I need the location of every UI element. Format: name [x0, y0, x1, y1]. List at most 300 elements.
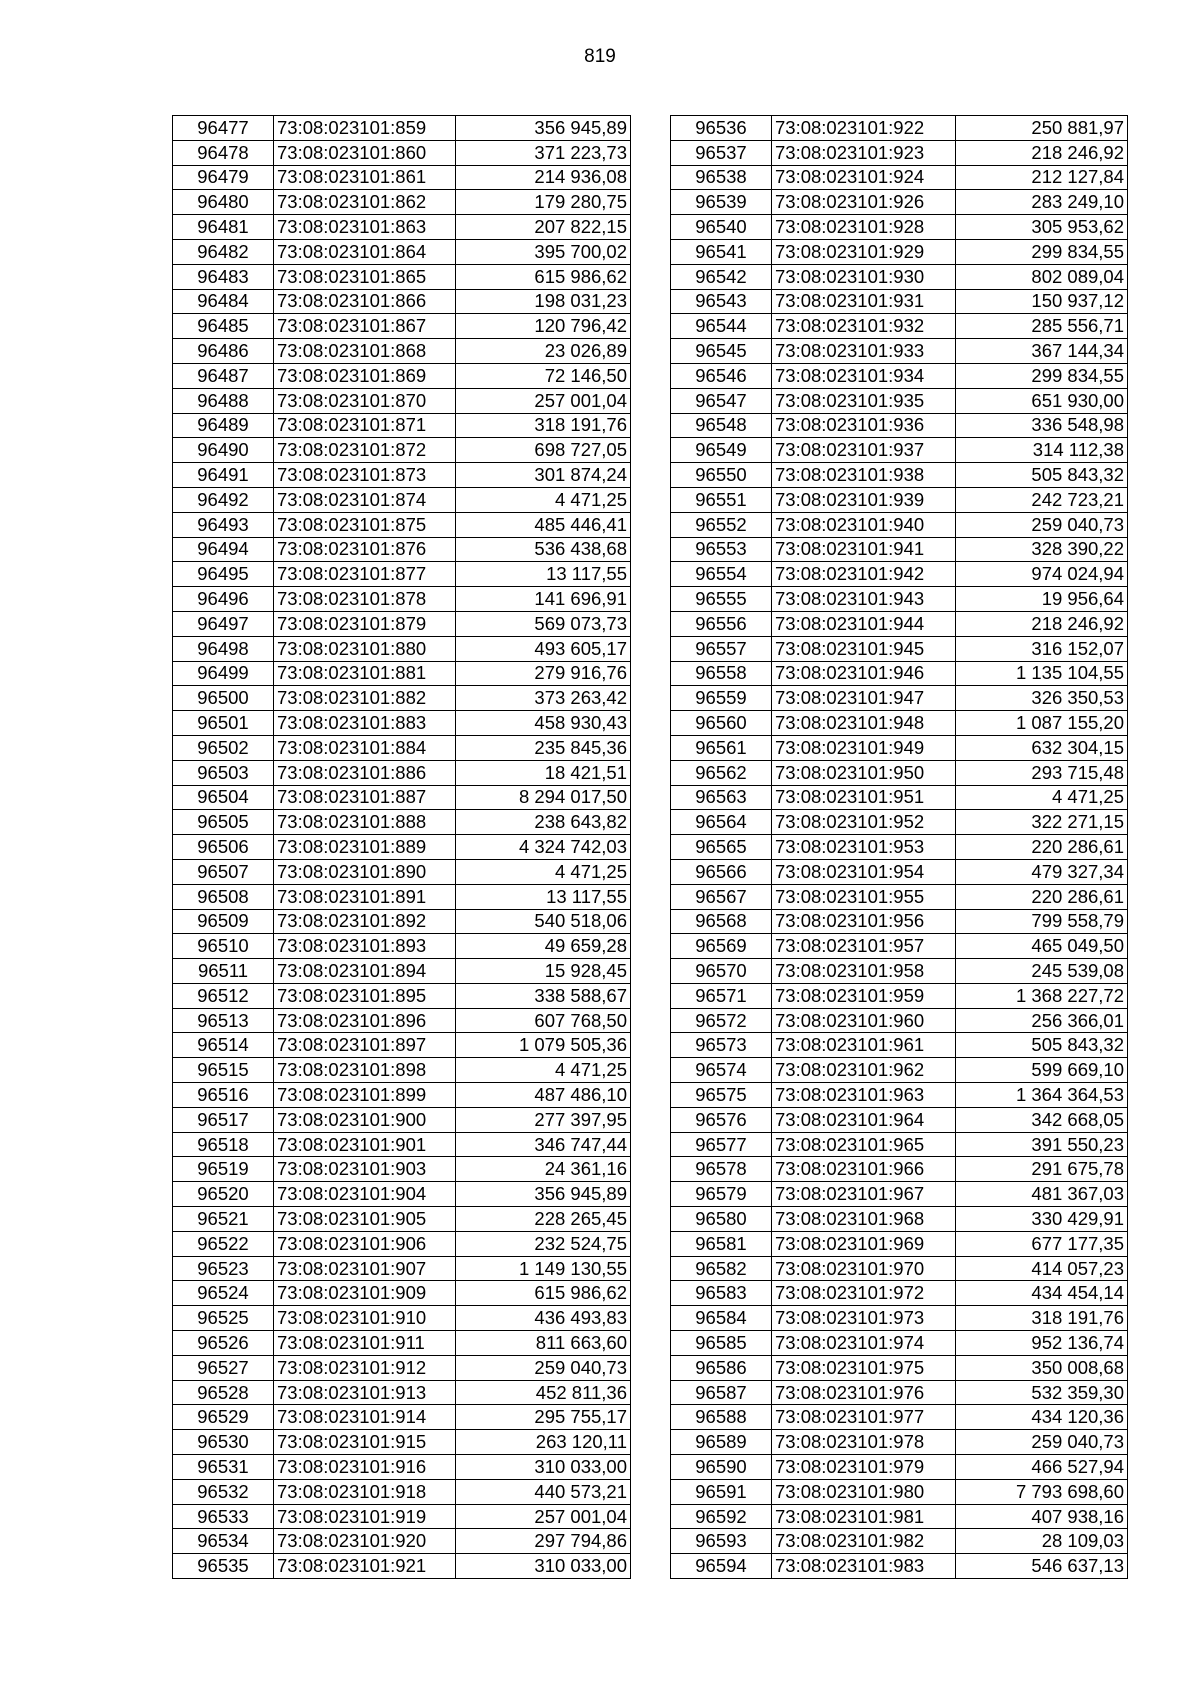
- cadastral-number-cell: 73:08:023101:866: [274, 289, 456, 314]
- value-cell: 291 675,78: [956, 1157, 1128, 1182]
- value-cell: 322 271,15: [956, 810, 1128, 835]
- cadastral-number-cell: 73:08:023101:980: [772, 1479, 956, 1504]
- value-cell: 1 368 227,72: [956, 983, 1128, 1008]
- record-number-cell: 96562: [671, 760, 772, 785]
- table-row: [671, 239, 1128, 264]
- record-number-cell: 96586: [671, 1355, 772, 1380]
- table-row: [671, 959, 1128, 984]
- record-number-cell: 96559: [671, 686, 772, 711]
- table-row: [671, 1132, 1128, 1157]
- record-number-cell: 96494: [173, 537, 274, 562]
- table-row: [173, 116, 631, 141]
- cadastral-number-cell: 73:08:023101:924: [772, 165, 956, 190]
- table-row: [671, 1430, 1128, 1455]
- value-cell: 18 421,51: [456, 760, 631, 785]
- value-cell: 1 087 155,20: [956, 711, 1128, 736]
- cadastral-number-cell: 73:08:023101:970: [772, 1256, 956, 1281]
- value-cell: 698 727,05: [456, 438, 631, 463]
- value-cell: 235 845,36: [456, 735, 631, 760]
- cadastral-number-cell: 73:08:023101:883: [274, 711, 456, 736]
- value-cell: 1 135 104,55: [956, 661, 1128, 686]
- table-row: [671, 215, 1128, 240]
- cadastral-number-cell: 73:08:023101:965: [772, 1132, 956, 1157]
- value-cell: 141 696,91: [456, 587, 631, 612]
- cadastral-number-cell: 73:08:023101:879: [274, 611, 456, 636]
- value-cell: 19 956,64: [956, 587, 1128, 612]
- record-number-cell: 96544: [671, 314, 772, 339]
- cadastral-number-cell: 73:08:023101:954: [772, 859, 956, 884]
- cadastral-number-cell: 73:08:023101:864: [274, 239, 456, 264]
- value-cell: 15 928,45: [456, 959, 631, 984]
- record-number-cell: 96514: [173, 1033, 274, 1058]
- table-row: [671, 1380, 1128, 1405]
- record-number-cell: 96578: [671, 1157, 772, 1182]
- record-number-cell: 96524: [173, 1281, 274, 1306]
- value-cell: 318 191,76: [956, 1306, 1128, 1331]
- value-cell: 505 843,32: [956, 1033, 1128, 1058]
- table-row: [173, 909, 631, 934]
- record-number-cell: 96573: [671, 1033, 772, 1058]
- table-row: [173, 1182, 631, 1207]
- cadastral-number-cell: 73:08:023101:899: [274, 1083, 456, 1108]
- value-cell: 277 397,95: [456, 1107, 631, 1132]
- table-row: [671, 1256, 1128, 1281]
- record-number-cell: 96554: [671, 562, 772, 587]
- cadastral-number-cell: 73:08:023101:906: [274, 1231, 456, 1256]
- record-number-cell: 96527: [173, 1355, 274, 1380]
- value-cell: 458 930,43: [456, 711, 631, 736]
- value-cell: 214 936,08: [456, 165, 631, 190]
- record-number-cell: 96577: [671, 1132, 772, 1157]
- record-number-cell: 96541: [671, 239, 772, 264]
- record-number-cell: 96530: [173, 1430, 274, 1455]
- cadastral-number-cell: 73:08:023101:956: [772, 909, 956, 934]
- record-number-cell: 96498: [173, 636, 274, 661]
- cadastral-number-cell: 73:08:023101:978: [772, 1430, 956, 1455]
- right-data-table: [670, 115, 1128, 1579]
- record-number-cell: 96490: [173, 438, 274, 463]
- cadastral-number-cell: 73:08:023101:896: [274, 1008, 456, 1033]
- value-cell: 257 001,04: [456, 388, 631, 413]
- table-row: [671, 463, 1128, 488]
- table-row: [173, 1380, 631, 1405]
- value-cell: 72 146,50: [456, 363, 631, 388]
- table-row: [173, 562, 631, 587]
- cadastral-number-cell: 73:08:023101:913: [274, 1380, 456, 1405]
- table-row: [173, 1033, 631, 1058]
- table-row: [671, 1306, 1128, 1331]
- table-row: [671, 487, 1128, 512]
- record-number-cell: 96594: [671, 1554, 772, 1579]
- table-row: [671, 1405, 1128, 1430]
- cadastral-number-cell: 73:08:023101:948: [772, 711, 956, 736]
- record-number-cell: 96478: [173, 140, 274, 165]
- value-cell: 481 367,03: [956, 1182, 1128, 1207]
- table-row: [671, 116, 1128, 141]
- record-number-cell: 96560: [671, 711, 772, 736]
- cadastral-number-cell: 73:08:023101:930: [772, 264, 956, 289]
- left-data-table: [172, 115, 631, 1579]
- value-cell: 540 518,06: [456, 909, 631, 934]
- value-cell: 179 280,75: [456, 190, 631, 215]
- table-row: [173, 1430, 631, 1455]
- table-row: [173, 735, 631, 760]
- record-number-cell: 96543: [671, 289, 772, 314]
- table-row: [671, 686, 1128, 711]
- table-row: [671, 735, 1128, 760]
- record-number-cell: 96485: [173, 314, 274, 339]
- value-cell: 371 223,73: [456, 140, 631, 165]
- table-row: [671, 785, 1128, 810]
- value-cell: 310 033,00: [456, 1554, 631, 1579]
- cadastral-number-cell: 73:08:023101:893: [274, 934, 456, 959]
- value-cell: 346 747,44: [456, 1132, 631, 1157]
- record-number-cell: 96518: [173, 1132, 274, 1157]
- table-row: [173, 140, 631, 165]
- value-cell: 799 558,79: [956, 909, 1128, 934]
- cadastral-number-cell: 73:08:023101:967: [772, 1182, 956, 1207]
- table-row: [671, 1355, 1128, 1380]
- value-cell: 259 040,73: [456, 1355, 631, 1380]
- value-cell: 238 643,82: [456, 810, 631, 835]
- table-row: [671, 512, 1128, 537]
- cadastral-number-cell: 73:08:023101:926: [772, 190, 956, 215]
- table-row: [173, 884, 631, 909]
- cadastral-number-cell: 73:08:023101:863: [274, 215, 456, 240]
- cadastral-number-cell: 73:08:023101:875: [274, 512, 456, 537]
- cadastral-number-cell: 73:08:023101:887: [274, 785, 456, 810]
- cadastral-number-cell: 73:08:023101:969: [772, 1231, 956, 1256]
- table-row: [173, 835, 631, 860]
- table-row: [671, 562, 1128, 587]
- cadastral-number-cell: 73:08:023101:968: [772, 1207, 956, 1232]
- record-number-cell: 96517: [173, 1107, 274, 1132]
- table-row: [173, 983, 631, 1008]
- value-cell: 1 149 130,55: [456, 1256, 631, 1281]
- table-row: [173, 760, 631, 785]
- cadastral-number-cell: 73:08:023101:928: [772, 215, 956, 240]
- value-cell: 811 663,60: [456, 1331, 631, 1356]
- record-number-cell: 96547: [671, 388, 772, 413]
- table-row: [671, 661, 1128, 686]
- value-cell: 150 937,12: [956, 289, 1128, 314]
- record-number-cell: 96533: [173, 1504, 274, 1529]
- record-number-cell: 96499: [173, 661, 274, 686]
- record-number-cell: 96504: [173, 785, 274, 810]
- cadastral-number-cell: 73:08:023101:959: [772, 983, 956, 1008]
- cadastral-number-cell: 73:08:023101:878: [274, 587, 456, 612]
- table-row: [671, 438, 1128, 463]
- table-row: [671, 884, 1128, 909]
- record-number-cell: 96581: [671, 1231, 772, 1256]
- record-number-cell: 96512: [173, 983, 274, 1008]
- value-cell: 407 938,16: [956, 1504, 1128, 1529]
- record-number-cell: 96477: [173, 116, 274, 141]
- cadastral-number-cell: 73:08:023101:982: [772, 1529, 956, 1554]
- cadastral-number-cell: 73:08:023101:909: [274, 1281, 456, 1306]
- table-row: [671, 413, 1128, 438]
- value-cell: 24 361,16: [456, 1157, 631, 1182]
- record-number-cell: 96513: [173, 1008, 274, 1033]
- table-row: [671, 1529, 1128, 1554]
- table-row: [671, 835, 1128, 860]
- table-row: [173, 636, 631, 661]
- value-cell: 23 026,89: [456, 339, 631, 364]
- value-cell: 198 031,23: [456, 289, 631, 314]
- record-number-cell: 96521: [173, 1207, 274, 1232]
- value-cell: 466 527,94: [956, 1455, 1128, 1480]
- value-cell: 218 246,92: [956, 611, 1128, 636]
- table-row: [173, 859, 631, 884]
- record-number-cell: 96484: [173, 289, 274, 314]
- value-cell: 336 548,98: [956, 413, 1128, 438]
- cadastral-number-cell: 73:08:023101:943: [772, 587, 956, 612]
- record-number-cell: 96548: [671, 413, 772, 438]
- table-row: [173, 537, 631, 562]
- cadastral-number-cell: 73:08:023101:940: [772, 512, 956, 537]
- table-row: [173, 413, 631, 438]
- value-cell: 350 008,68: [956, 1355, 1128, 1380]
- table-row: [173, 363, 631, 388]
- cadastral-number-cell: 73:08:023101:964: [772, 1107, 956, 1132]
- table-row: [173, 810, 631, 835]
- record-number-cell: 96491: [173, 463, 274, 488]
- value-cell: 326 350,53: [956, 686, 1128, 711]
- table-row: [671, 314, 1128, 339]
- table-row: [671, 611, 1128, 636]
- cadastral-number-cell: 73:08:023101:934: [772, 363, 956, 388]
- cadastral-number-cell: 73:08:023101:911: [274, 1331, 456, 1356]
- record-number-cell: 96526: [173, 1331, 274, 1356]
- record-number-cell: 96572: [671, 1008, 772, 1033]
- record-number-cell: 96515: [173, 1058, 274, 1083]
- table-row: [173, 438, 631, 463]
- value-cell: 49 659,28: [456, 934, 631, 959]
- value-cell: 245 539,08: [956, 959, 1128, 984]
- record-number-cell: 96542: [671, 264, 772, 289]
- cadastral-number-cell: 73:08:023101:946: [772, 661, 956, 686]
- cadastral-number-cell: 73:08:023101:916: [274, 1455, 456, 1480]
- record-number-cell: 96569: [671, 934, 772, 959]
- cadastral-number-cell: 73:08:023101:872: [274, 438, 456, 463]
- cadastral-number-cell: 73:08:023101:938: [772, 463, 956, 488]
- value-cell: 434 120,36: [956, 1405, 1128, 1430]
- cadastral-number-cell: 73:08:023101:914: [274, 1405, 456, 1430]
- value-cell: 677 177,35: [956, 1231, 1128, 1256]
- record-number-cell: 96590: [671, 1455, 772, 1480]
- table-row: [671, 1033, 1128, 1058]
- cadastral-number-cell: 73:08:023101:975: [772, 1355, 956, 1380]
- record-number-cell: 96480: [173, 190, 274, 215]
- value-cell: 569 073,73: [456, 611, 631, 636]
- value-cell: 228 265,45: [456, 1207, 631, 1232]
- value-cell: 4 471,25: [956, 785, 1128, 810]
- table-row: [173, 487, 631, 512]
- record-number-cell: 96503: [173, 760, 274, 785]
- value-cell: 356 945,89: [456, 1182, 631, 1207]
- value-cell: 13 117,55: [456, 562, 631, 587]
- record-number-cell: 96579: [671, 1182, 772, 1207]
- value-cell: 465 049,50: [956, 934, 1128, 959]
- record-number-cell: 96519: [173, 1157, 274, 1182]
- value-cell: 615 986,62: [456, 1281, 631, 1306]
- cadastral-number-cell: 73:08:023101:867: [274, 314, 456, 339]
- cadastral-number-cell: 73:08:023101:944: [772, 611, 956, 636]
- table-row: [173, 686, 631, 711]
- value-cell: 295 755,17: [456, 1405, 631, 1430]
- value-cell: 615 986,62: [456, 264, 631, 289]
- record-number-cell: 96575: [671, 1083, 772, 1108]
- record-number-cell: 96532: [173, 1479, 274, 1504]
- value-cell: 532 359,30: [956, 1380, 1128, 1405]
- record-number-cell: 96591: [671, 1479, 772, 1504]
- cadastral-number-cell: 73:08:023101:891: [274, 884, 456, 909]
- record-number-cell: 96492: [173, 487, 274, 512]
- record-number-cell: 96558: [671, 661, 772, 686]
- record-number-cell: 96511: [173, 959, 274, 984]
- table-row: [173, 1455, 631, 1480]
- value-cell: 263 120,11: [456, 1430, 631, 1455]
- record-number-cell: 96576: [671, 1107, 772, 1132]
- table-row: [173, 264, 631, 289]
- cadastral-number-cell: 73:08:023101:933: [772, 339, 956, 364]
- cadastral-number-cell: 73:08:023101:931: [772, 289, 956, 314]
- table-row: [671, 636, 1128, 661]
- cadastral-number-cell: 73:08:023101:905: [274, 1207, 456, 1232]
- value-cell: 536 438,68: [456, 537, 631, 562]
- record-number-cell: 96592: [671, 1504, 772, 1529]
- table-row: [671, 934, 1128, 959]
- value-cell: 13 117,55: [456, 884, 631, 909]
- value-cell: 367 144,34: [956, 339, 1128, 364]
- record-number-cell: 96546: [671, 363, 772, 388]
- table-row: [173, 1256, 631, 1281]
- record-number-cell: 96582: [671, 1256, 772, 1281]
- table-row: [173, 1529, 631, 1554]
- cadastral-number-cell: 73:08:023101:898: [274, 1058, 456, 1083]
- record-number-cell: 96585: [671, 1331, 772, 1356]
- record-number-cell: 96493: [173, 512, 274, 537]
- table-row: [173, 339, 631, 364]
- value-cell: 1 079 505,36: [456, 1033, 631, 1058]
- table-row: [173, 611, 631, 636]
- cadastral-number-cell: 73:08:023101:912: [274, 1355, 456, 1380]
- value-cell: 259 040,73: [956, 512, 1128, 537]
- page-number: 819: [584, 46, 616, 67]
- value-cell: 4 471,25: [456, 859, 631, 884]
- value-cell: 8 294 017,50: [456, 785, 631, 810]
- cadastral-number-cell: 73:08:023101:955: [772, 884, 956, 909]
- cadastral-number-cell: 73:08:023101:922: [772, 116, 956, 141]
- cadastral-number-cell: 73:08:023101:919: [274, 1504, 456, 1529]
- value-cell: 373 263,42: [456, 686, 631, 711]
- cadastral-number-cell: 73:08:023101:859: [274, 116, 456, 141]
- value-cell: 974 024,94: [956, 562, 1128, 587]
- table-row: [671, 1504, 1128, 1529]
- value-cell: 297 794,86: [456, 1529, 631, 1554]
- record-number-cell: 96553: [671, 537, 772, 562]
- cadastral-number-cell: 73:08:023101:929: [772, 239, 956, 264]
- cadastral-number-cell: 73:08:023101:952: [772, 810, 956, 835]
- value-cell: 356 945,89: [456, 116, 631, 141]
- record-number-cell: 96539: [671, 190, 772, 215]
- table-row: [671, 1331, 1128, 1356]
- record-number-cell: 96528: [173, 1380, 274, 1405]
- value-cell: 314 112,38: [956, 438, 1128, 463]
- record-number-cell: 96501: [173, 711, 274, 736]
- cadastral-number-cell: 73:08:023101:860: [274, 140, 456, 165]
- cadastral-number-cell: 73:08:023101:977: [772, 1405, 956, 1430]
- cadastral-number-cell: 73:08:023101:901: [274, 1132, 456, 1157]
- record-number-cell: 96507: [173, 859, 274, 884]
- cadastral-number-cell: 73:08:023101:974: [772, 1331, 956, 1356]
- table-row: [671, 983, 1128, 1008]
- cadastral-number-cell: 73:08:023101:918: [274, 1479, 456, 1504]
- value-cell: 316 152,07: [956, 636, 1128, 661]
- record-number-cell: 96565: [671, 835, 772, 860]
- cadastral-number-cell: 73:08:023101:939: [772, 487, 956, 512]
- record-number-cell: 96556: [671, 611, 772, 636]
- value-cell: 7 793 698,60: [956, 1479, 1128, 1504]
- record-number-cell: 96555: [671, 587, 772, 612]
- table-row: [671, 1554, 1128, 1579]
- table-row: [173, 1058, 631, 1083]
- record-number-cell: 96587: [671, 1380, 772, 1405]
- value-cell: 220 286,61: [956, 884, 1128, 909]
- table-row: [671, 810, 1128, 835]
- record-number-cell: 96523: [173, 1256, 274, 1281]
- table-row: [173, 1479, 631, 1504]
- table-row: [173, 1107, 631, 1132]
- record-number-cell: 96563: [671, 785, 772, 810]
- value-cell: 310 033,00: [456, 1455, 631, 1480]
- record-number-cell: 96488: [173, 388, 274, 413]
- value-cell: 4 471,25: [456, 1058, 631, 1083]
- table-row: [173, 711, 631, 736]
- record-number-cell: 96584: [671, 1306, 772, 1331]
- table-row: [173, 1281, 631, 1306]
- record-number-cell: 96537: [671, 140, 772, 165]
- value-cell: 802 089,04: [956, 264, 1128, 289]
- value-cell: 279 916,76: [456, 661, 631, 686]
- cadastral-number-cell: 73:08:023101:983: [772, 1554, 956, 1579]
- record-number-cell: 96551: [671, 487, 772, 512]
- record-number-cell: 96522: [173, 1231, 274, 1256]
- value-cell: 632 304,15: [956, 735, 1128, 760]
- value-cell: 28 109,03: [956, 1529, 1128, 1554]
- value-cell: 546 637,13: [956, 1554, 1128, 1579]
- value-cell: 4 324 742,03: [456, 835, 631, 860]
- cadastral-number-cell: 73:08:023101:910: [274, 1306, 456, 1331]
- table-row: [671, 165, 1128, 190]
- table-row: [173, 785, 631, 810]
- cadastral-number-cell: 73:08:023101:882: [274, 686, 456, 711]
- table-row: [173, 1207, 631, 1232]
- cadastral-number-cell: 73:08:023101:945: [772, 636, 956, 661]
- value-cell: 505 843,32: [956, 463, 1128, 488]
- table-row: [173, 215, 631, 240]
- cadastral-number-cell: 73:08:023101:973: [772, 1306, 956, 1331]
- cadastral-number-cell: 73:08:023101:886: [274, 760, 456, 785]
- value-cell: 328 390,22: [956, 537, 1128, 562]
- table-row: [173, 934, 631, 959]
- value-cell: 434 454,14: [956, 1281, 1128, 1306]
- cadastral-number-cell: 73:08:023101:874: [274, 487, 456, 512]
- cadastral-number-cell: 73:08:023101:892: [274, 909, 456, 934]
- value-cell: 485 446,41: [456, 512, 631, 537]
- record-number-cell: 96509: [173, 909, 274, 934]
- record-number-cell: 96566: [671, 859, 772, 884]
